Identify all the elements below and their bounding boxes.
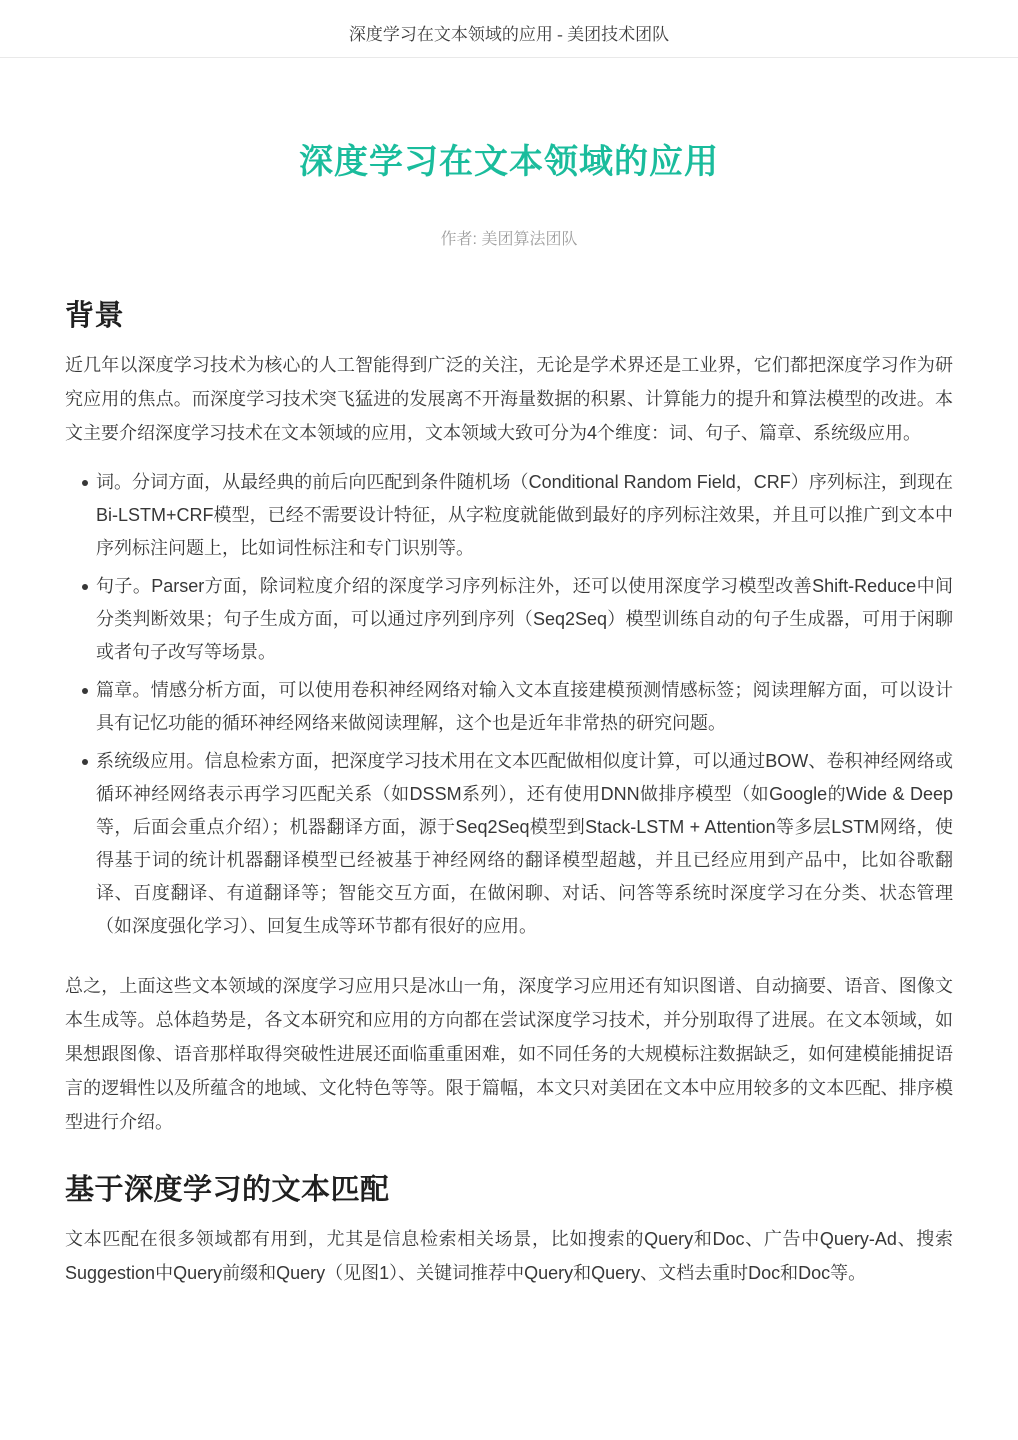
bullet-icon xyxy=(82,480,88,486)
bullet-text-passage: 篇章。情感分析方面，可以使用卷积神经网络对输入文本直接建模预测情感标签；阅读理解方面，可以设计具有记忆功能的循环神经网络来做阅读理解，这个也是近年非常热的研究问题。 xyxy=(96,680,953,733)
bullet-icon xyxy=(82,688,88,694)
paragraph-background-closing: 总之，上面这些文本领域的深度学习应用只是冰山一角，深度学习应用还有知识图谱、自动摘要、语音、图像文本生成等。总体趋势是，各文本研究和应用的方向都在尝试深度学习技术，并分别取得了进展。在文本领域，如果想跟图像、语音那样取得突破性进展还面临重重困难，如不同任务的大规模标注数据缺乏，如何建模能捕捉语言的逻辑性以及所蕴含的地域、文化特色等等。限于篇幅，本文只对美团在文本中应用较多的文本匹配、排序模型进行介绍。 xyxy=(65,976,953,1132)
paragraph-background-intro: 近几年以深度学习技术为核心的人工智能得到广泛的关注，无论是学术界还是工业界，它们都把深度学习作为研究应用的焦点。而深度学习技术突飞猛进的发展离不开海量数据的积累、计算能力的提升和算法模型的改进。本文主要介绍深度学习技术在文本领域的应用，文本领域大致可分为4个维度：词、句子、篇章、系统级应用。 xyxy=(65,355,953,443)
article-title: 深度学习在文本领域的应用 xyxy=(299,143,719,181)
list-item xyxy=(82,570,953,669)
window-title: 深度学习在文本领域的应用 - 美团技术团队 xyxy=(348,25,670,44)
bullet-icon xyxy=(82,759,88,765)
bullet-list xyxy=(65,466,953,943)
bullet-text-system-level: 系统级应用。信息检索方面，把深度学习技术用在文本匹配做相似度计算，可以通过BOW、卷积神经网络或循环神经网络表示再学习匹配关系（如DSSM系列），还有使用DNN做排序模型（如Google的Wide & Deep等，后面会重点介绍）；机器翻译方面，源于Seq2Seq模型到Stack-LSTM + Attention等多层LSTM网络，使得基于词的统计机器翻译模型已经被基于神经网络的翻译模型超越，并且已经应用到产品中，比如谷歌翻译、百度翻译、有道翻译等；智能交互方面，在做闲聊、对话、问答等系统时深度学习在分类、状态管理（如深度强化学习）、回复生成等环节都有很好的应用。 xyxy=(96,751,953,936)
section-heading-background: 背景 xyxy=(65,300,125,332)
bullet-text-word: 词。分词方面，从最经典的前后向匹配到条件随机场（Conditional Random Field，CRF）序列标注，到现在Bi-LSTM+CRF模型，已经不需要设计特征，从字粒度就能做到最好的序列标注效果，并且可以推广到文本中序列标注问题上，比如词性标注和专门识别等。 xyxy=(96,472,953,558)
section-heading-text-matching: 基于深度学习的文本匹配 xyxy=(65,1174,390,1206)
list-item xyxy=(82,674,953,740)
list-item xyxy=(82,745,953,943)
article xyxy=(0,142,1018,1350)
paragraph-text-matching-intro: 文本匹配在很多领域都有用到，尤其是信息检索相关场景，比如搜索的Query和Doc、广告中Query-Ad、搜索Suggestion中Query前缀和Query（见图1）、关键词推荐中Query和Query、文档去重时Doc和Doc等。 xyxy=(65,1229,953,1283)
bullet-icon xyxy=(82,584,88,590)
list-item xyxy=(82,466,953,565)
page-header xyxy=(0,0,1018,58)
byline: 作者: 美团算法团队 xyxy=(440,231,578,248)
bullet-text-sentence: 句子。Parser方面，除词粒度介绍的深度学习序列标注外，还可以使用深度学习模型改善Shift-Reduce中间分类判断效果；句子生成方面，可以通过序列到序列（Seq2Seq）模型训练自动的句子生成器，可用于闲聊或者句子改写等场景。 xyxy=(96,576,953,662)
